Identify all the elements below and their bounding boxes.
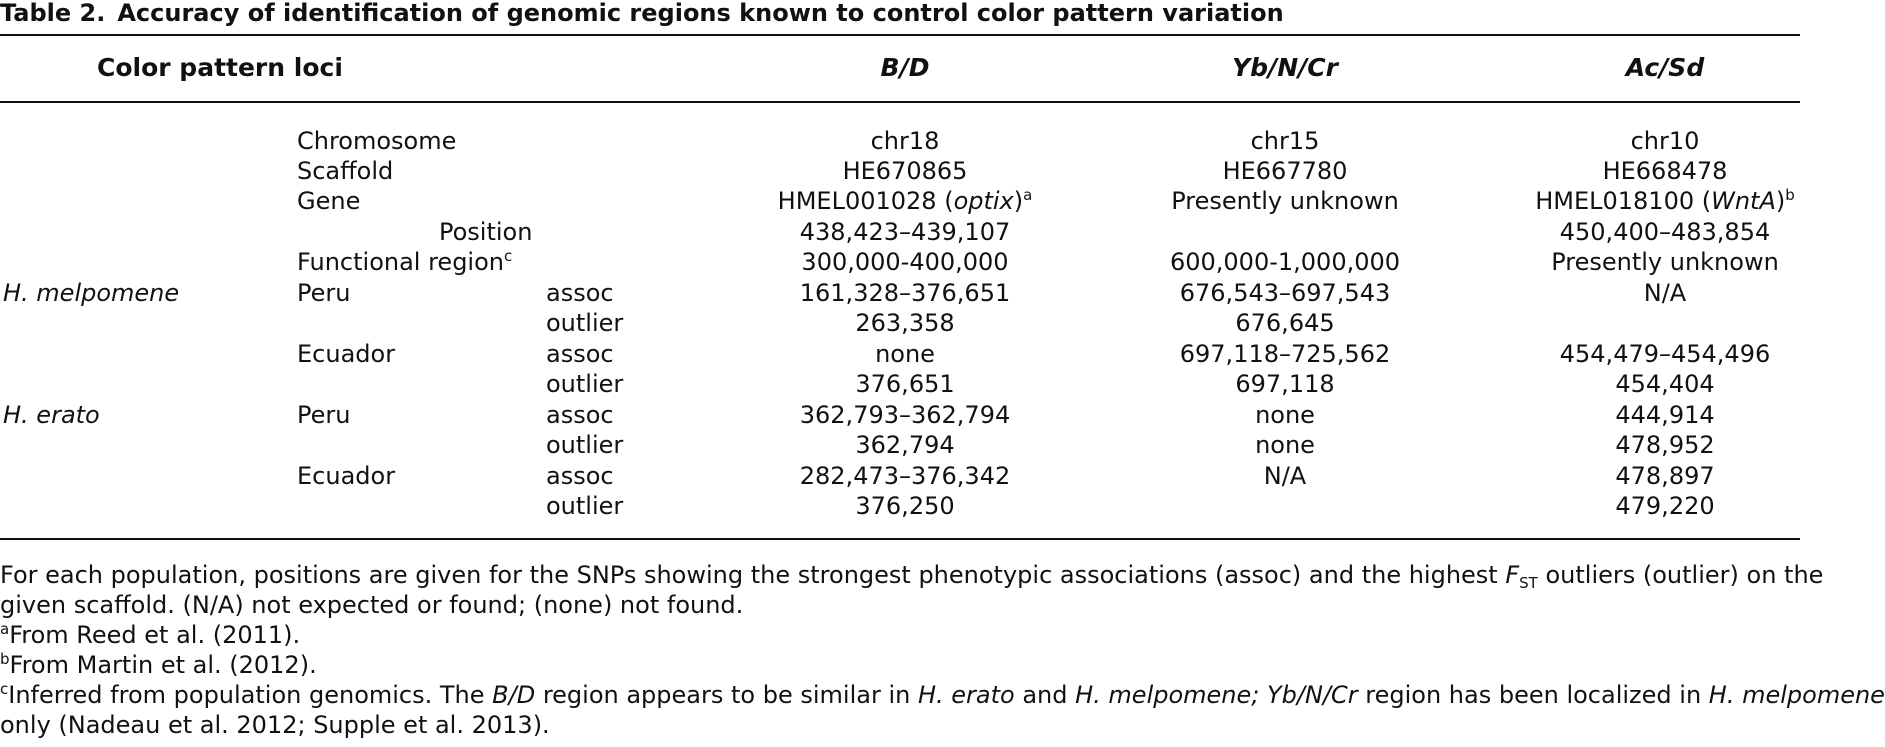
type-label: assoc	[546, 340, 614, 368]
cell-bd: 376,250	[855, 492, 955, 520]
population-label: Ecuador	[297, 462, 396, 490]
type-label: outlier	[546, 370, 624, 398]
footnote-marker-c: c	[504, 247, 513, 265]
cell-bd: 362,793–362,794	[799, 401, 1011, 429]
population-label: Ecuador	[297, 340, 396, 368]
cell-bd: 161,328–376,651	[799, 279, 1011, 307]
cell-ybncr: 697,118–725,562	[1179, 340, 1391, 368]
row-melpomene-peru-outlier	[0, 308, 1800, 338]
cell-bd: none	[875, 340, 935, 368]
type-label: outlier	[546, 492, 624, 520]
table-title	[0, 0, 1284, 30]
row-gene	[0, 186, 1800, 216]
cell-acsd: 478,897	[1615, 462, 1715, 490]
row-label: Gene	[297, 187, 361, 215]
cell-acsd: 444,914	[1615, 401, 1715, 429]
footnote-marker-a: a	[1023, 186, 1033, 204]
header-color-pattern-loci: Color pattern loci	[97, 53, 343, 82]
cell-ybncr: chr15	[1250, 127, 1320, 155]
cell-acsd: 450,400–483,854	[1559, 218, 1771, 246]
footnote-marker-b: b	[1785, 186, 1795, 204]
cell-ybncr: 697,118	[1235, 370, 1335, 398]
cell-ybncr: none	[1255, 431, 1315, 459]
type-label: assoc	[546, 401, 614, 429]
cell-acsd: N/A	[1643, 279, 1687, 307]
header-acsd: Ac/Sd	[1625, 53, 1705, 82]
cell-ybncr: none	[1255, 401, 1315, 429]
cell-bd: 438,423–439,107	[799, 218, 1011, 246]
row-melpomene-ecuador-outlier	[0, 369, 1800, 399]
population-label: Peru	[297, 401, 351, 429]
row-label: Scaffold	[297, 157, 394, 185]
cell-acsd: 478,952	[1615, 431, 1715, 459]
cell-ybncr: 676,543–697,543	[1179, 279, 1391, 307]
footnote-c-continued: only (Nadeau et al. 2012; Supple et al. 2013).	[0, 711, 550, 739]
row-melpomene-peru-assoc	[0, 278, 1800, 308]
note-main-continued: given scaffold. (N/A) not expected or found; (none) not found.	[0, 591, 744, 619]
cell-acsd: 454,479–454,496	[1559, 340, 1771, 368]
row-scaffold	[0, 156, 1800, 186]
table-number: Table 2.	[0, 0, 106, 27]
cell-acsd: 454,404	[1615, 370, 1715, 398]
table-caption: Accuracy of identification of genomic regions known to control color pattern variation	[117, 0, 1284, 27]
cell-acsd: HMEL018100 (WntA)$^b$	[1535, 186, 1795, 215]
cell-ybncr: HE667780	[1222, 157, 1348, 185]
row-functional-region	[0, 247, 1800, 277]
cell-acsd: Presently unknown	[1551, 248, 1779, 276]
population-label: Peru	[297, 279, 351, 307]
species-label: H. erato	[3, 401, 100, 429]
cell-bd: chr18	[870, 127, 940, 155]
cell-bd: 263,358	[855, 309, 955, 337]
cell-bd: 376,651	[855, 370, 955, 398]
cell-bd: HMEL001028 (optix)$^a$	[777, 186, 1033, 215]
header-ybncr: Yb/N/Cr	[1232, 53, 1338, 82]
row-melpomene-ecuador-assoc	[0, 339, 1800, 369]
footnote-c: $^c$Inferred from population genomics. The B/D region appears to be similar in H. erato and H. melpomene; Yb/N/Cr region has been localized in H. melpomene	[0, 680, 1885, 709]
cell-bd: 282,473–376,342	[799, 462, 1011, 490]
cell-acsd: HE668478	[1602, 157, 1728, 185]
row-label: Functional region$^c$	[297, 247, 513, 276]
cell-ybncr: N/A	[1263, 462, 1307, 490]
table-notes	[0, 560, 1885, 740]
cell-ybncr: Presently unknown	[1171, 187, 1399, 215]
cell-acsd: 479,220	[1615, 492, 1715, 520]
cell-bd: HE670865	[842, 157, 968, 185]
row-erato-ecuador-assoc	[0, 461, 1800, 491]
row-chromosome	[0, 126, 1800, 156]
row-erato-ecuador-outlier	[0, 491, 1800, 521]
type-label: outlier	[546, 309, 624, 337]
cell-ybncr: 600,000-1,000,000	[1169, 248, 1401, 276]
note-main: For each population, positions are given for the SNPs showing the strongest phenotypic associations (assoc) and the highest $F_{ST}$ outliers (outlier) on the	[0, 561, 1824, 592]
row-label: Position	[439, 218, 533, 246]
type-label: assoc	[546, 462, 614, 490]
cell-acsd: chr10	[1630, 127, 1700, 155]
row-erato-peru-assoc	[0, 400, 1800, 430]
type-label: outlier	[546, 431, 624, 459]
species-label: H. melpomene	[3, 279, 180, 307]
header-rule	[0, 101, 1800, 103]
cell-bd: 300,000-400,000	[801, 248, 1009, 276]
cell-ybncr: 676,645	[1235, 309, 1335, 337]
header-bd: B/D	[880, 53, 930, 82]
row-erato-peru-outlier	[0, 430, 1800, 460]
row-position	[0, 217, 1800, 247]
cell-bd: 362,794	[855, 431, 955, 459]
bottom-rule	[0, 538, 1800, 540]
footnote-a: $^a$From Reed et al. (2011).	[0, 620, 301, 649]
footnote-b: $^b$From Martin et al. (2012).	[0, 650, 317, 679]
row-label: Chromosome	[297, 127, 457, 155]
type-label: assoc	[546, 279, 614, 307]
top-rule	[0, 34, 1800, 36]
